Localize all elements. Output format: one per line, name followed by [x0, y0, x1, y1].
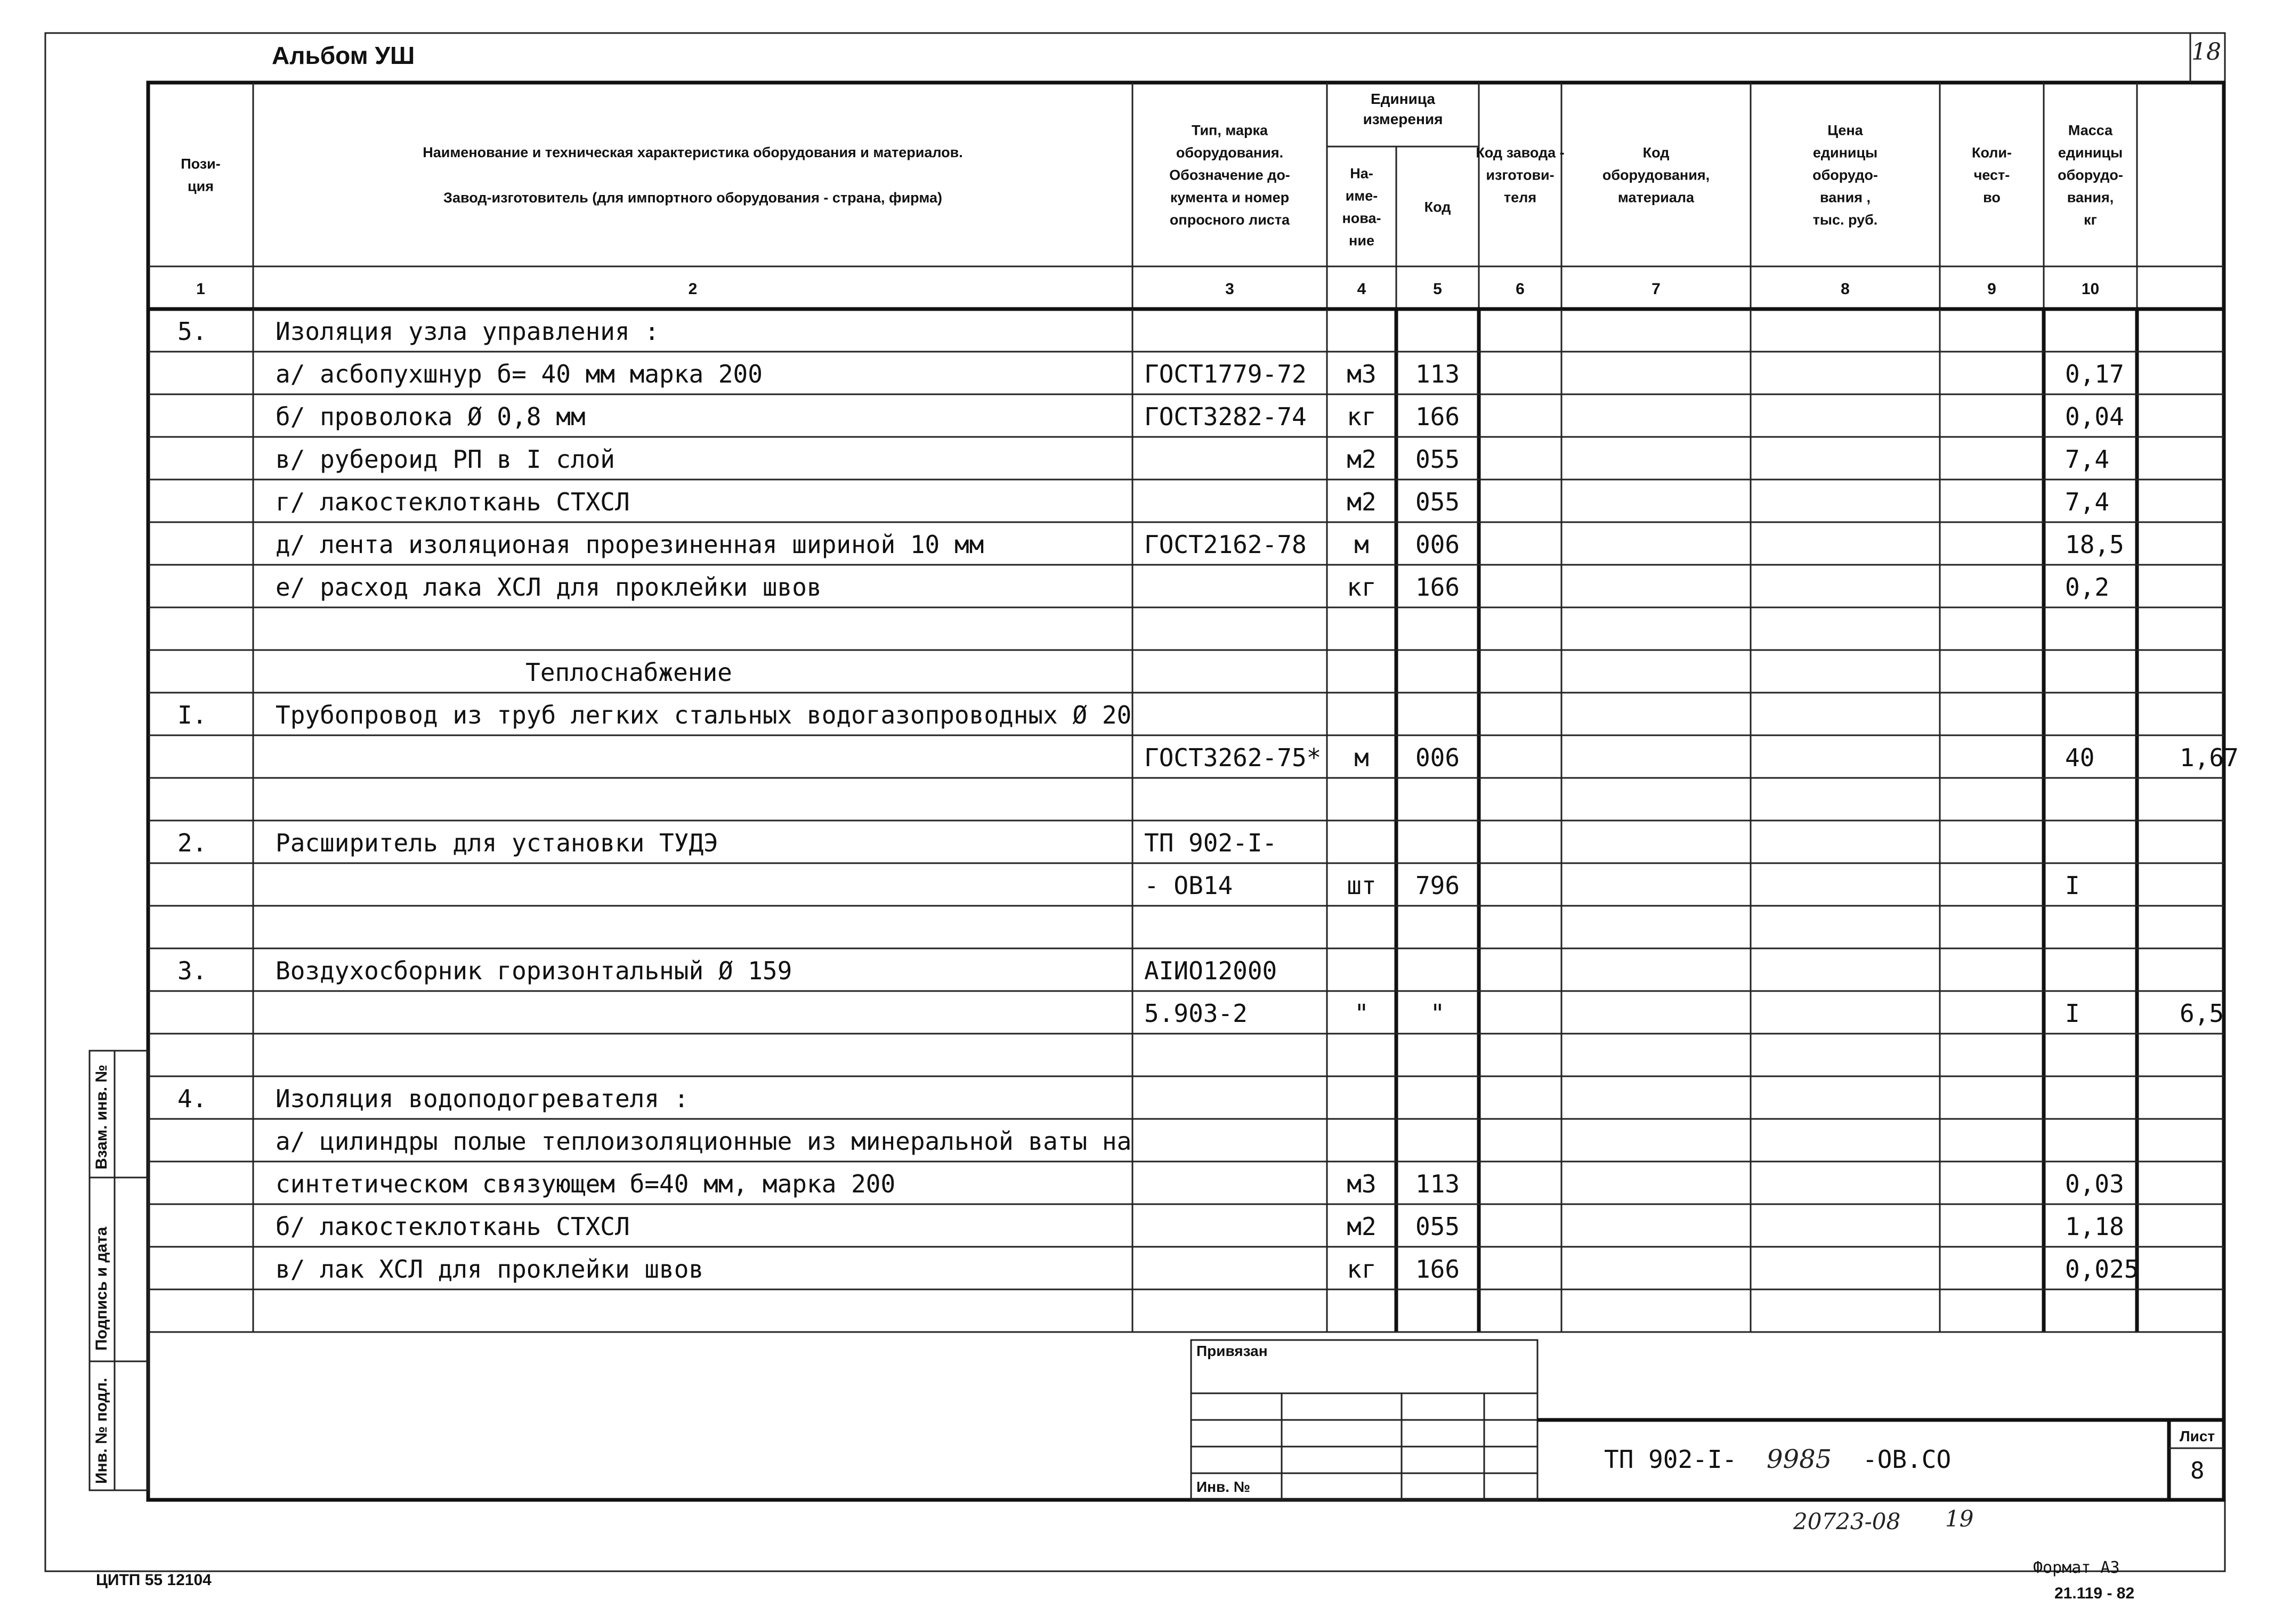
column-header-label: тыс. руб.	[1812, 212, 1878, 228]
row-quantity: 0,04	[2065, 402, 2124, 431]
column-header-label: изготови-	[1486, 167, 1555, 183]
column-number: 7	[1652, 280, 1661, 298]
row-quantity: 0,025	[2065, 1255, 2139, 1284]
column-header-label: Обозначение до-	[1169, 167, 1290, 183]
column-header-label: вания ,	[1820, 189, 1871, 206]
row-unit-code: 796	[1415, 871, 1460, 900]
row-document: - ОВ14	[1144, 871, 1233, 900]
row-unit: м2	[1347, 1212, 1377, 1241]
column-header-label: Цена	[1827, 122, 1863, 139]
row-position: 2.	[177, 829, 207, 857]
row-unit: кг	[1347, 402, 1377, 431]
column-header-label: кг	[2084, 212, 2097, 228]
table-frame	[148, 83, 2224, 1500]
column-header-label: нова-	[1342, 210, 1381, 226]
table-row	[177, 317, 659, 346]
row-quantity: 40	[2065, 743, 2095, 772]
table-row	[276, 488, 2109, 516]
stamp-designation-prefix: ТП 902-I-	[1604, 1445, 1737, 1474]
row-name: Теплоснабжение	[525, 658, 732, 687]
row-quantity: 0,2	[2065, 573, 2110, 602]
table-row	[1144, 743, 2239, 772]
row-name: г/ лакостеклоткань СТХСЛ	[276, 488, 630, 516]
row-unit: м3	[1347, 360, 1377, 388]
table-body	[177, 317, 2239, 1284]
row-unit: м	[1354, 530, 1369, 559]
row-unit: кг	[1347, 1255, 1377, 1284]
column-header-label: Пози-	[181, 156, 221, 172]
row-document: ТП 902-I-	[1144, 829, 1277, 857]
column-header-label: Коли-	[1971, 144, 2012, 161]
row-quantity: I	[2065, 871, 2080, 900]
row-quantity: I	[2065, 999, 2080, 1028]
table-row	[276, 445, 2109, 474]
table-row	[276, 1127, 1131, 1156]
column-number: 3	[1225, 280, 1234, 298]
row-position: I.	[177, 701, 207, 729]
column-header-label: Наименование и техническая характеристика оборудования и материалов.	[423, 144, 963, 160]
column-header-label: материала	[1617, 189, 1695, 206]
column-header-label: во	[1983, 189, 2001, 206]
table-row	[276, 1170, 2124, 1198]
row-quantity: 7,4	[2065, 445, 2110, 474]
table-row	[1144, 999, 2224, 1028]
table-row	[276, 530, 2124, 559]
stamp-designation-suffix: -ОВ.СО	[1863, 1445, 1952, 1474]
row-unit-code: 006	[1415, 530, 1460, 559]
table-row	[177, 701, 1131, 729]
row-unit: кг	[1347, 573, 1377, 602]
stamp-list-label: Лист	[2180, 1428, 2215, 1444]
row-unit: шт	[1347, 871, 1377, 900]
column-header-label: опросного листа	[1169, 212, 1290, 228]
column-number: 10	[2081, 280, 2100, 298]
table-row	[276, 1255, 2139, 1284]
side-stamp-original-inv: Инв. № подл.	[93, 1377, 110, 1484]
row-mass: 6,5	[2180, 999, 2224, 1028]
row-name: в/ рубероид РП в I слой	[276, 445, 615, 474]
row-name: в/ лак ХСЛ для проклейки швов	[276, 1255, 704, 1284]
row-quantity: 18,5	[2065, 530, 2124, 559]
table-row	[276, 1212, 2124, 1241]
table-row	[177, 829, 1277, 857]
row-unit-code: 055	[1415, 445, 1460, 474]
row-name: б/ лакостеклоткань СТХСЛ	[276, 1212, 630, 1241]
footer-format: Формат А3	[2033, 1558, 2120, 1577]
side-stamp-signature-date: Подпись и дата	[93, 1227, 110, 1351]
column-number: 4	[1357, 280, 1366, 298]
row-quantity: 1,18	[2065, 1212, 2124, 1241]
unit-group-header-line: измерения	[1363, 111, 1443, 127]
column-header-label: ция	[188, 178, 214, 194]
row-position: 4.	[177, 1084, 207, 1113]
stamp-designation-number: 9985	[1767, 1444, 1832, 1474]
column-number: 5	[1433, 280, 1442, 298]
row-name: Расширитель для установки ТУДЭ	[276, 829, 718, 857]
footer-left-code: ЦИТП 55 12104	[96, 1571, 212, 1589]
table-row	[276, 360, 2124, 388]
row-name: Воздухосборник горизонтальный Ø 159	[276, 956, 792, 985]
column-number: 1	[196, 280, 205, 298]
column-header-label: Масса	[2068, 122, 2113, 139]
row-name: Трубопровод из труб легких стальных водогазопроводных Ø 20	[276, 701, 1132, 729]
column-header-label: теля	[1503, 189, 1537, 206]
row-unit-code: 166	[1415, 1255, 1460, 1284]
title-block	[1191, 1340, 2224, 1500]
unit-group-header-line: Единица	[1371, 91, 1435, 107]
row-unit: м3	[1347, 1170, 1377, 1198]
side-stamp	[90, 1051, 148, 1490]
column-header-label: кумента и номер	[1170, 189, 1290, 206]
row-name: е/ расход лака ХСЛ для проклейки швов	[276, 573, 822, 602]
row-quantity: 0,03	[2065, 1170, 2124, 1198]
side-stamp-replaced-inv: Взам. инв. №	[93, 1065, 110, 1170]
footer-right-code: 21.119 - 82	[2054, 1585, 2135, 1602]
outer-frame	[45, 33, 2225, 1571]
row-position: 5.	[177, 317, 207, 346]
handwritten-page-number: 19	[1945, 1506, 1974, 1532]
column-number: 9	[1987, 280, 1996, 298]
column-header-label: вания,	[2067, 189, 2114, 206]
column-header-label: оборудо-	[2058, 167, 2123, 183]
row-unit: м	[1354, 743, 1369, 772]
row-unit: м2	[1347, 488, 1377, 516]
column-header-label: На-	[1350, 165, 1373, 182]
row-mass: 1,67	[2180, 743, 2239, 772]
column-header-label: оборудо-	[1812, 167, 1878, 183]
archive-number: 20723-08	[1793, 1508, 1901, 1534]
row-name: а/ цилиндры полые теплоизоляционные из минеральной ваты на	[276, 1127, 1132, 1156]
sheet-corner-number: 18	[2191, 38, 2221, 66]
row-name: Изоляция водоподогревателя :	[276, 1084, 689, 1113]
row-position: 3.	[177, 956, 207, 985]
row-name: синтетическом связующем б=40 мм, марка 200	[276, 1170, 896, 1198]
row-name: б/ проволока Ø 0,8 мм	[276, 402, 586, 431]
column-header-label: Код завода -	[1476, 144, 1565, 161]
row-name: д/ лента изоляционая прорезиненная шириной 10 мм	[276, 530, 984, 559]
stamp-inv-no: Инв. №	[1196, 1479, 1251, 1495]
row-unit-code: "	[1430, 999, 1445, 1028]
row-name: а/ асбопухшнур б= 40 мм марка 200	[276, 360, 763, 388]
row-document: ГОСТ1779-72	[1144, 360, 1307, 388]
row-unit-code: 006	[1415, 743, 1460, 772]
column-header-label: ние	[1349, 232, 1374, 249]
column-header-label: Завод-изготовитель (для импортного оборудования - страна, фирма)	[443, 190, 942, 206]
column-header-label: Код	[1424, 199, 1451, 215]
column-header-label: Тип, марка	[1191, 122, 1268, 139]
stamp-privyazan: Привязан	[1196, 1343, 1268, 1359]
column-header-label: единицы	[2058, 144, 2123, 161]
row-document: ГОСТ3262-75*	[1144, 743, 1322, 772]
column-number: 6	[1516, 280, 1525, 298]
row-name: Изоляция узла управления :	[276, 317, 660, 346]
table-row	[276, 402, 2124, 431]
column-number: 8	[1841, 280, 1850, 298]
column-header-label: чест-	[1973, 167, 2010, 183]
column-number: 2	[688, 280, 698, 298]
column-header-label: оборудования,	[1602, 167, 1710, 183]
row-unit: м2	[1347, 445, 1377, 474]
column-header-label: единицы	[1812, 144, 1878, 161]
table-row	[177, 956, 1277, 985]
stamp-list-number: 8	[2190, 1457, 2205, 1484]
row-unit-code: 055	[1415, 488, 1460, 516]
column-header-label: име-	[1345, 188, 1378, 204]
column-header-label: Код	[1642, 144, 1670, 161]
row-document: ГОСТ3282-74	[1144, 402, 1307, 431]
row-unit-code: 113	[1415, 360, 1460, 388]
row-unit-code: 166	[1415, 573, 1460, 602]
row-unit: "	[1354, 999, 1369, 1028]
column-header-label: оборудования.	[1176, 144, 1284, 161]
row-unit-code: 166	[1415, 402, 1460, 431]
table-row	[525, 658, 732, 687]
table-row	[276, 573, 2109, 602]
row-document: 5.903-2	[1144, 999, 1248, 1028]
row-document: АIИО12000	[1144, 956, 1277, 985]
row-document: ГОСТ2162-78	[1144, 530, 1307, 559]
row-quantity: 7,4	[2065, 488, 2110, 516]
row-quantity: 0,17	[2065, 360, 2124, 388]
table-row	[177, 1084, 689, 1113]
album-title: Альбом УШ	[272, 42, 415, 69]
row-unit-code: 113	[1415, 1170, 1460, 1198]
row-unit-code: 055	[1415, 1212, 1460, 1241]
